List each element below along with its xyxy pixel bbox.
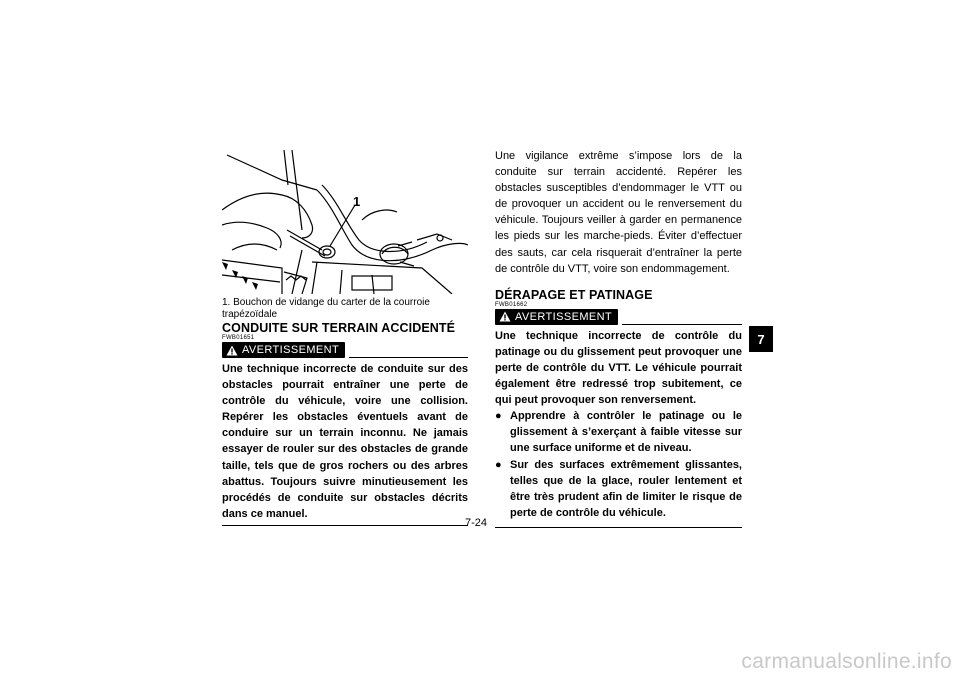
page-number: 7-24 bbox=[465, 517, 488, 529]
engine-drawing bbox=[222, 150, 468, 294]
warning-triangle-icon bbox=[499, 311, 511, 322]
warning-label-skid: AVERTISSEMENT bbox=[515, 310, 613, 323]
watermark: carmanualsonline.info bbox=[741, 650, 952, 673]
section-code: FWB01651 bbox=[222, 335, 255, 341]
intro-paragraph: Une vigilance extrême s’impose lors de la conduite sur terrain accidenté. Repérer les obstacles susceptibles d’endommager le VTT ou de provoquer un accident ou le renversement du véhicule. Toujours veiller à garder en permanence les pieds sur les marche-pieds. Éviter d’effectuer des sauts, car cela risquerait d’entraîner la perte de contrôle du VTT, voire son endommagement. bbox=[495, 150, 742, 275]
list-item: ● Sur des surfaces extrêmement glissantes, telles que de la glace, rouler lentement et être très prudent afin de limiter le risque de perte de contrôle du véhicule. bbox=[495, 458, 742, 519]
warning-header-skid bbox=[495, 308, 742, 325]
warning-text-skid: Une technique incorrecte de contrôle du patinage ou du glissement peut provoquer une perte de contrôle du VTT. Le véhicule pourrait également être redressé trop subitement, ce qui peut provoquer son renversement. bbox=[495, 329, 742, 407]
warning-text: Une technique incorrecte de conduite sur des obstacles pourrait entraîner une perte de contrôle du véhicule, voire une collision. Repérer les obstacles éventuels avant de conduire sur un terrain inconnu. Ne jamais essayer de rouler sur des obstacles de grande taille, tels que de gros rochers ou des arbres abattus. Toujours suivre minutieusement les procédés de conduite sur obstacles décrits dans ce manuel. bbox=[222, 363, 468, 520]
warning-bullet-list bbox=[495, 408, 742, 521]
section-right-column bbox=[495, 148, 742, 528]
warning-badge-skid bbox=[495, 309, 618, 325]
section-rough-terrain bbox=[222, 321, 468, 526]
warning-end-rule bbox=[222, 525, 468, 526]
list-item: ● Apprendre à contrôler le patinage ou le glissement à s’exerçant à faible vitesse sur une surface uniforme et de niveau. bbox=[495, 410, 742, 455]
section-heading-skid: DÉRAPAGE ET PATINAGE bbox=[495, 287, 653, 302]
warning-end-rule-skid bbox=[495, 527, 742, 528]
bullet-icon: ● bbox=[495, 458, 502, 471]
chapter-tab: 7 bbox=[749, 326, 773, 352]
bullet-icon: ● bbox=[495, 410, 502, 423]
warning-badge bbox=[222, 342, 345, 358]
section-heading: CONDUITE SUR TERRAIN ACCIDENTÉ bbox=[222, 321, 456, 335]
figure-caption: 1. Bouchon de vidange du carter de la courroie trapézoïdale bbox=[222, 297, 430, 320]
section-code-skid: FWB01662 bbox=[495, 301, 528, 308]
callout-1: 1 bbox=[353, 194, 361, 209]
warning-triangle-icon bbox=[226, 345, 238, 356]
drain-plug-illustration bbox=[222, 150, 468, 294]
warning-rule bbox=[349, 356, 468, 358]
warning-label: AVERTISSEMENT bbox=[242, 344, 340, 356]
warning-rule-skid bbox=[622, 323, 742, 325]
warning-header bbox=[222, 341, 468, 358]
